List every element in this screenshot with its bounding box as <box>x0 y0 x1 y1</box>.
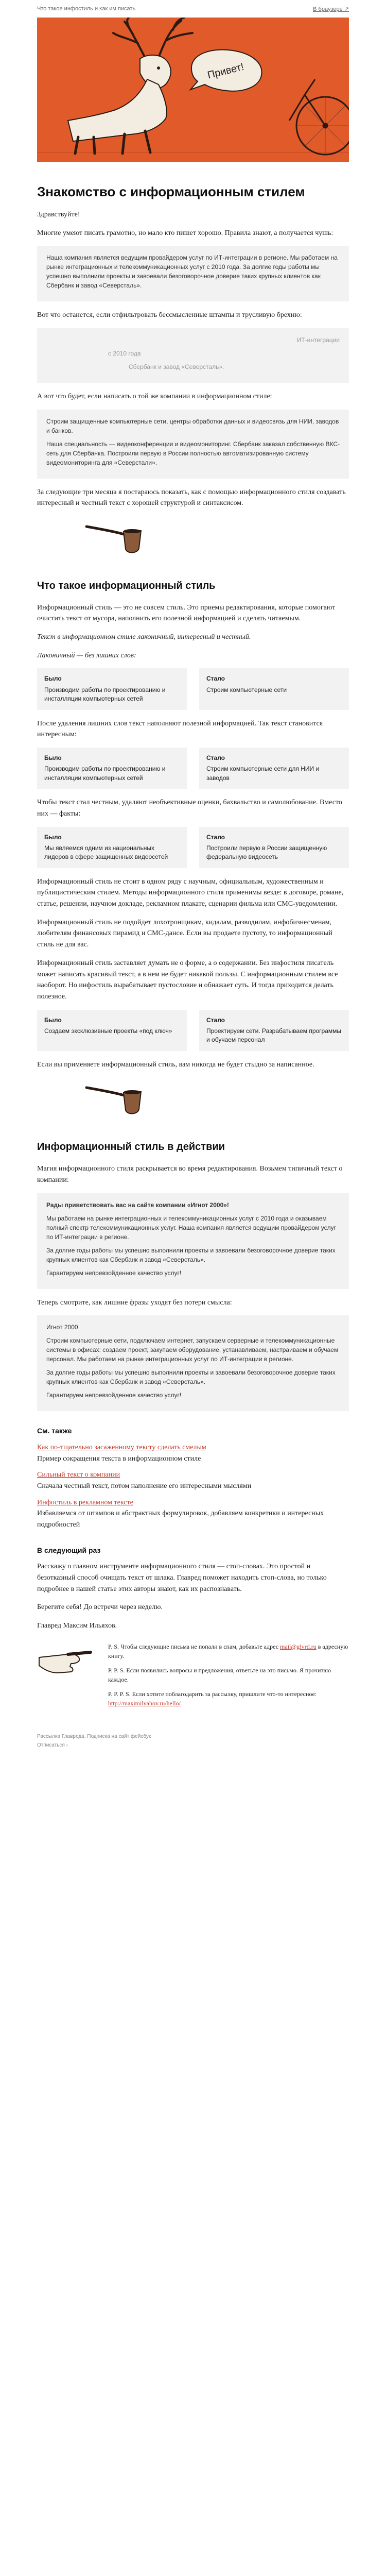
comparison-3 <box>37 827 349 868</box>
now-label: Стало <box>206 1016 225 1024</box>
s1-paragraph-1: Информационный стиль — это не совсем стиль. Это приемы редактирования, которые помогают очистить текст от мусора, наполнить его полезной информацией и сделать читаемым. <box>37 603 336 623</box>
now-text: Проектируем сети. Разрабатываем программы и обучаем персонал <box>206 1027 342 1044</box>
ps-3-text: P. P. P. S. Если хотите поблагодарить за рассылку, пришлите что-то интересное: <box>108 1690 317 1698</box>
comparison-now <box>199 1010 349 1051</box>
comparison-now <box>199 827 349 868</box>
edited-line-4: Гарантируем непревзойденное качество услуг! <box>46 1392 182 1399</box>
company-text-edited <box>37 1315 349 1411</box>
was-label: Было <box>44 675 62 683</box>
s1-paragraph-3: Лаконичный — без лишних слов: <box>37 651 136 659</box>
see-also-link-2[interactable]: Сильный текст о компании <box>37 1471 120 1479</box>
footer-line-2 <box>37 1742 349 1748</box>
filtered-line-3: Сбербанк и завод «Северсталь». <box>129 363 224 370</box>
see-also-desc-1: Пример сокращения текста в информационном стиле <box>37 1454 201 1463</box>
next-paragraph-1: Расскажу о главном инструменте информационного стиля — стоп-словах. Это простой и безотказный способ очищать текст от шлака. Главред поможет находить стоп-слова, но только подробнее в нашей статье этих авторы знают, как их распознавать. <box>37 1563 327 1593</box>
ps-2: P. P. S. Если появились вопросы и предложения, ответьте на это письмо. Я прочитаю каждое. <box>108 1666 331 1683</box>
see-also-desc-3: Избавляемся от штампов и абстрактных формулировок, добавляем конкретики и интересных подробностей <box>37 1510 324 1529</box>
comparison-1 <box>37 668 349 709</box>
was-text: Производим работы по проектированию и инсталляции компьютерных сетей <box>44 765 166 782</box>
facebook-link[interactable]: фейсбук <box>130 1733 151 1739</box>
top-bar <box>0 0 386 18</box>
was-label: Было <box>44 754 62 761</box>
next-time-heading: В следующий раз <box>37 1546 101 1554</box>
infostyle-line-1: Строим защищенные компьютерные сети, центры обработки данных и видеосвязь для НИИ, заводов и банков. <box>46 417 339 434</box>
infostyle-line-2: Наша специальность — видеоконференции и видеомониторинг. Сбербанк заказал собственную ВКС-сеть для Сбербанка. Построили первую в России полностью автоматизированную систему видеомониторинга для «Северстали». <box>46 440 340 466</box>
footer <box>37 1734 349 1748</box>
s1-paragraph-2: Текст в информационном стиле лаконичный, интересный и честный. <box>37 633 251 641</box>
was-text: Мы являемся одним из национальных лидеров в сфере защищенных видеосетей <box>44 844 168 861</box>
postscript-text <box>108 1642 349 1713</box>
footer-text: Рассылка Главреда. Подписка на сайт <box>37 1733 130 1739</box>
intro-paragraph-3: А вот что будет, если написать о той же компании в информационном стиле: <box>37 392 272 400</box>
letter-body <box>37 162 349 1713</box>
comparison-was <box>37 827 187 868</box>
example-original-text: Наша компания является ведущим провайдером услуг по ИТ-интеграции в регионе. Мы работаем на рынке интеграционных и телекоммуникационных услуг с 2010 года. За долгие годы работы мы успешно выполнили проекты и завоевали безоговорочное доверие таких крупных клиентов как Сбербанк и завод «Северсталь». <box>46 254 338 290</box>
example-box-filtered <box>37 328 349 383</box>
company-text-line-3: За долгие годы работы мы успешно выполнили проекты и завоевали безоговорочное доверие таких крупных клиентов как Сбербанк и завод «Северсталь». <box>46 1246 336 1263</box>
was-label: Было <box>44 1016 62 1024</box>
s2-paragraph-2: Теперь смотрите, как лишние фразы уходят без потери смысла: <box>37 1298 232 1307</box>
unsubscribe-link[interactable]: Отписаться › <box>37 1742 68 1748</box>
company-text-line-1: Рады приветствовать вас на сайте компании «Игнот 2000»! <box>46 1201 229 1209</box>
company-text-original <box>37 1193 349 1289</box>
ps-1-tail: в адресную книгу. <box>108 1642 348 1659</box>
footer-line-1 <box>37 1734 349 1739</box>
see-also-item <box>37 1469 349 1492</box>
now-label: Стало <box>206 833 225 841</box>
section-what-is-infostyle: Что такое информационный стиль <box>37 580 216 591</box>
was-text: Производим работы по проектированию и инсталляции компьютерных сетей <box>44 686 166 703</box>
filtered-line-1: ИТ-интеграции <box>296 336 340 344</box>
comparison-was <box>37 1010 187 1051</box>
see-also-item <box>37 1442 349 1464</box>
signature: Главред Максим Ильяхов. <box>37 1622 117 1630</box>
see-also-link-1[interactable]: Как по-тщательно засаженному тексту сделать смелым <box>37 1443 206 1451</box>
comparison-was <box>37 748 187 789</box>
ps-email-link[interactable]: mail@glvrd.ru <box>280 1642 317 1650</box>
see-also-desc-2: Сначала честный текст, потом наполнение его интересными мыслями <box>37 1482 252 1490</box>
open-in-browser-link[interactable]: В браузере ↗ <box>313 6 349 12</box>
see-also-item <box>37 1497 349 1531</box>
now-label: Стало <box>206 754 225 761</box>
edited-line-1: Игнот 2000 <box>46 1324 78 1331</box>
now-text: Строим компьютерные сети для НИИ и заводов <box>206 765 320 782</box>
see-also-list <box>37 1442 349 1531</box>
section-infostyle-in-action: Информационный стиль в действии <box>37 1141 225 1153</box>
deer-bicycle-illustration <box>37 18 349 162</box>
s1-paragraph-5: Чтобы текст стал честным, удаляют необъективные оценки, бахвальство и самолюбование. Вместо них — факты: <box>37 799 342 818</box>
intro-paragraph-4: За следующие три месяца я постараюсь показать, как с помощью информационного стиля создавать интересный и честный текст с хорошей структурой и синтаксисом. <box>37 488 346 507</box>
pointing-hand-illustration <box>37 1642 94 1713</box>
now-label: Стало <box>206 675 225 683</box>
s1-paragraph-9: Если вы применяете информационный стиль, вам никогда не будет стыдно за написанное. <box>37 1060 314 1069</box>
comparison-4 <box>37 1010 349 1051</box>
comparison-2 <box>37 748 349 789</box>
edited-line-2: Строим компьютерные сети, подключаем интернет, запускаем серверные и телекоммуникационные системы в офисах: создаем проект, закупаем оборудование, устанавливаем, настраиваем и обучаем персонал. Мы работаем на рынке интеграционных услуг по ИТ-интеграции в регионе. <box>46 1337 339 1363</box>
preheader-text: Что такое инфостиль и как им писать <box>37 6 136 12</box>
s1-paragraph-7: Информационный стиль не подойдет лохотронщикам, кидалам, разводилам, инфобизнесменам, любителям финансовых пирамид и СМС-дансе. Если вы продаете пустоту, то информационный стиль не для вас. <box>37 918 332 949</box>
hero-illustration <box>37 18 349 162</box>
next-paragraph-2: Берегите себя! До встречи через неделю. <box>37 1603 163 1612</box>
s1-paragraph-8: Информационный стиль заставляет думать не о форме, а о содержании. Без инфостиля писатель может написать красивый текст, а в нем не будет никакой пользы. С информационным стилем все наоборот. Но инфостиль вырабатывает пустословие и обнажает суть. И тогда приходится делать полезное. <box>37 959 338 1001</box>
company-text-line-4: Гарантируем непревзойденное качество услуг! <box>46 1269 182 1277</box>
was-label: Было <box>44 833 62 841</box>
letter-title: Знакомство с информационным стилем <box>37 184 305 199</box>
comparison-now <box>199 748 349 789</box>
s1-paragraph-4: После удаления лишних слов текст наполняют полезной информацией. Так текст становится интересным: <box>37 719 323 739</box>
greeting: Здравствуйте! <box>37 210 80 218</box>
comparison-now <box>199 668 349 709</box>
pipe-illustration <box>83 519 349 560</box>
was-text: Создаем эксклюзивные проекты «под ключ» <box>44 1027 172 1035</box>
ps-3 <box>108 1689 349 1708</box>
postscript-area <box>37 1642 349 1713</box>
see-also-heading: См. также <box>37 1427 72 1435</box>
company-text-line-2: Мы работаем на рынке интеграционных и телекоммуникационных услуг с 2010 года и оказываем полный спектр телекоммуникационных услуг. Наша компания является ведущим провайдером услуг по ИТ-интеграции в регионе. <box>46 1214 337 1241</box>
see-also-link-3[interactable]: Инфостиль в рекламном тексте <box>37 1498 133 1506</box>
ps-1 <box>108 1642 349 1660</box>
s2-paragraph-1: Магия информационного стиля раскрывается во время редактирования. Возьмем типичный текст о компании: <box>37 1165 343 1184</box>
ps-hello-link[interactable]: http://maximilyahov.ru/hello/ <box>108 1699 181 1707</box>
edited-line-3: За долгие годы работы мы успешно выполнили проекты и завоевали безоговорочное доверие таких крупных клиентов как Сбербанк и завод «Северсталь». <box>46 1369 336 1386</box>
intro-paragraph-2: Вот что останется, если отфильтровать бессмысленные штампы и трусливую брехню: <box>37 311 302 319</box>
example-box-infostyle <box>37 410 349 479</box>
now-text: Построили первую в России защищенную федеральную видеосеть <box>206 844 327 861</box>
intro-paragraph-1: Многие умеют писать грамотно, но мало кто пишет хорошо. Правила знают, а получается чушь: <box>37 229 334 237</box>
now-text: Строим компьютерные сети <box>206 686 287 693</box>
comparison-was <box>37 668 187 709</box>
ps-1-text: P. S. Чтобы следующие письма не попали в спам, добавьте адрес <box>108 1642 280 1650</box>
s1-paragraph-6: Информационный стиль не стоит в одном ряду с научным, официальным, художественным и публицистическим стилем. Методы информационного стиля применимы везде: в договоре, романе, статье, решении, научном докладе, рекламном плакате, сценарии фильма или СМС-уведомлении. <box>37 877 344 908</box>
pipe-illustration-2 <box>83 1080 349 1121</box>
filtered-line-2: с 2010 года <box>108 349 141 357</box>
example-box-original <box>37 246 349 301</box>
hero-bubble-text: Привет! <box>206 61 245 81</box>
